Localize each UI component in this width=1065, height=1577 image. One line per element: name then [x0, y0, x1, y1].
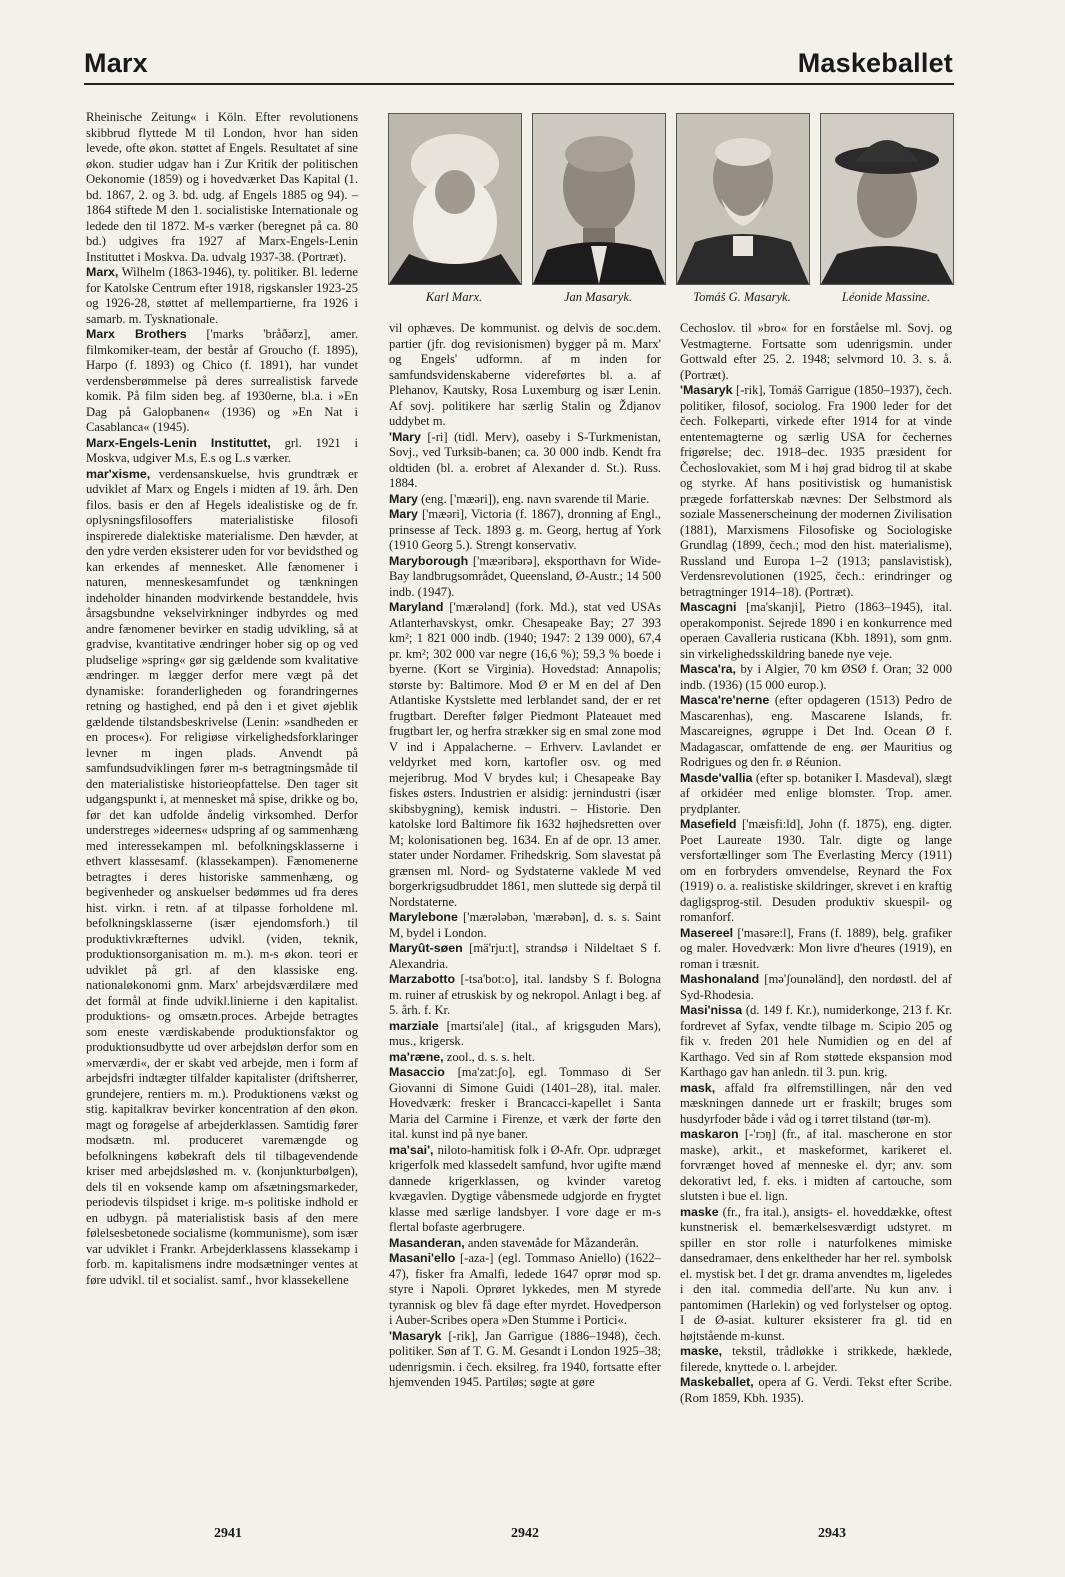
- column-3: [680, 321, 952, 1406]
- entry-headword: maske: [680, 1204, 719, 1219]
- entry-text: ['marks 'bråðərz], amer. filmkomiker-team, der består af Groucho (f. 1895), Harpo (f. 1893) og Chico (f. 1891), har vundet verdensberømmelse på deres surrealistisk farvede komik. På film siden beg. af 1930erne, bl.a. i »En Dag på Galopbanen« (1936) og »En Nat i Casablanca« (1945).: [86, 327, 358, 434]
- entry-text: (d. 149 f. Kr.), numiderkonge, 213 f. Kr. fordrevet af Syfax, vendte tilbage m. Scipio 205 og fik v. freden 201 hele Numidien og en del af Karthago. Ved sin af Rom støttede ekspansion mod Karthago gav han anledn. til 3. pun. krig.: [680, 1003, 952, 1079]
- entry-headword: Mashonaland: [680, 972, 760, 986]
- entry-headword: Mary: [389, 507, 418, 521]
- entry: [389, 941, 661, 972]
- entry-text: ['mærələnd] (fork. Md.), stat ved USAs Atlanterhavskyst, omkr. Chesapeake Bay; 27 393 km²; 1 821 000 indb. (1940; 1947: 2 139 000), 67,4 pr. km²; 302 000 var negre (16,6 %); 59,3 % boede i byerne. (Kort se Virginia). Hovedstad: Annapolis; største by: Baltimore. Mod Ø er M en del af Den Atlantiske Kystslette med lerblandet sand, der er ret frugtbart. Derefter følger Piedmont Plateauet med frugtbart ler, og herfra strækker sig en smal zone mod V ind i Appalacherne. – Erhverv. Lavlandet er veldyrket med korn, kartofler osv. og med mejeribrug. Mod V brydes kul; i Chesapeake Bay fiskes østers. Industrien er alsidig: jernindustri (især skibsbygning), kemisk industri. – Historie. Den katolske lord Baltimore fik 1632 højhedsretten over M; kolonisationen beg. 1634. En af de opr. 13 amer. stater under Nordamer. Frihedskrig. Som slavestat på grænsen ml. Nord- og Sydstaterne vaklede M ved borgerkrigsudbruddet 1861, men sluttede sig derpå til Nordstaterne.: [389, 600, 661, 909]
- entry-text: (eng. ['mæəri]), eng. navn svarende til Marie.: [421, 491, 650, 506]
- entry: [389, 1251, 661, 1329]
- entry-text: [-ri] (tidl. Merv), oaseby i S-Turkmenistan, Sovj., ved Turksib-banen; ca. 30 000 indb. Kendt fra oldtiden (bl. a. erobret af Alexander d. St.). Russ. 1884.: [389, 429, 661, 490]
- entry: [680, 662, 952, 693]
- entry-text: Cechoslov. til »bro« for en forståelse ml. Sovj. og Vestmagterne. Fortsatte som udenrigsmin. under Gottwald efter 25. 2. 1948; selvmord 10. 3. s. å. (Portræt).: [680, 321, 952, 382]
- entry-text: ['mæisfi:ld], John (f. 1875), eng. digter. Poet Laureate 1930. Talr. digte og lange versfortællinger som The Everlasting Mercy (1911) om en forbryders omvendelse, Reynard the Fox (1919) o. a. realistiske skildringer, skrevet i en kraftig dagligsprog-stil. Desuden produktiv skuespil- og romanforf.: [680, 817, 952, 924]
- entry: [389, 554, 661, 601]
- entry-text: opera af G. Verdi. Tekst efter Scribe. (Rom 1859, Kbh. 1935).: [680, 1375, 953, 1405]
- entry-text: ['mæəri], Victoria (f. 1867), dronning af Engl., prinsesse af Teck. 1893 g. m. Georg, hertug af York (1910 Georg 5.). Strengt konservativ.: [389, 507, 661, 552]
- entry-text: ['masəre:l], Frans (f. 1889), belg. grafiker og maler. Hovedværk: Mon livre d'heures (1919), en roman i træsnit.: [680, 925, 952, 971]
- entry-headword: Maskeballet,: [680, 1375, 754, 1389]
- portrait-tomas-masaryk: [676, 113, 810, 285]
- entry: [680, 817, 952, 926]
- entry-headword: marziale: [389, 1018, 439, 1033]
- entry-headword: Maryland: [389, 600, 444, 614]
- entry-text: (fr., fra ital.), ansigts- el. hoveddække, oftest kunstnerisk el. bemærkelsesværdigt udstyret. m spiller en stor rolle i naturfolkenes mimiske dansedramaer, dens enkeltheder har her rel. symbolsk el. mystisk bet. I det gr. drama anvendtes m, ligeledes i den ital. commedia dell'arte. Nu kun anv. i pantomimen (Harlekin) og ved forlystelser og optog. I de Ø-asiat. kulturer eksisterer fra gl. tid en højtstående m-kunst.: [680, 1204, 953, 1343]
- entry: [389, 910, 661, 941]
- entry-headword: Mascagni: [680, 600, 737, 614]
- entry: [680, 1127, 952, 1205]
- entry-headword: Marzabotto: [389, 972, 456, 986]
- entry: [680, 1205, 952, 1345]
- entry-text: affald fra ølfremstillingen, når den ved mæskningen dannede urt er fraskilt; bruges som husdyrfoder både i våd og i tørret tilstand (tør-m).: [680, 1080, 952, 1126]
- entry-text: [mə'ʃounəländ], den nordøstl. del af Syd-Rhodesia.: [680, 972, 952, 1002]
- entry-headword: maske,: [680, 1344, 723, 1358]
- entry: [680, 321, 952, 383]
- entry-headword: maskaron: [680, 1127, 739, 1141]
- entry-headword: 'Masaryk: [389, 1328, 442, 1343]
- caption-leonide-massine: Léonide Massine.: [841, 290, 931, 304]
- entry: [86, 110, 358, 265]
- entry-text: by i Algier, 70 km ØSØ f. Oran; 32 000 indb. (1936) (15 000 europ.).: [680, 662, 953, 692]
- entry-text: (efter sp. botaniker I. Masdeval), slægt af orkidéer med enlige blomster. Trop. amer. prydplanter.: [680, 770, 952, 816]
- page-number-right: 2943: [818, 1526, 846, 1541]
- entry-text: [-tsa'bot:o], ital. landsby S f. Bologna m. ruiner af etruskisk by og nekropol. Anlagt i beg. af 5. årh. f. Kr.: [389, 972, 661, 1017]
- portrait-tomas-masaryk-image: [677, 114, 809, 284]
- portrait-leonide-massine-image: [821, 114, 953, 284]
- entry-text: [-'rɔŋ] (fr., af ital. mascherone en stor maske), arkit., et maskeformet, karikeret el. forvrænget hoved af menneske el. dyr; anv. som dekorativt led, f. eks. i midten af cartouche, som slutsten i bue el. lign.: [680, 1127, 952, 1203]
- guide-word-right: Maskeballet: [797, 48, 953, 78]
- entry-text: [martsi'ale] (ital., af krigsguden Mars), mus., krigersk.: [389, 1018, 661, 1048]
- entry-text: ['mæəribərə], eksporthavn for Wide-Bay landbrugsområdet, Queensland, Ø-Austr.; 14 500 indb. (1947).: [389, 553, 662, 599]
- entry: [389, 1019, 661, 1050]
- entry-text: vil ophæves. De kommunist. og delvis de soc.dem. partier (jfr. dog revisionismen) bygger på m. Marx' og Engels' udformn. af m inden for samfundsvidenskaberne videreførtes bl. a. af Plehanov, Kautsky, Rosa Luxemburg og især Lenin. Af sovj. politikere har særlig Stalin og Ždjanov uddybet m.: [389, 321, 661, 428]
- entry-text: [ma'zat:ʃo], egl. Tommaso di Ser Giovanni di Simone Guidi (1401–28), ital. maler. Hovedværk: fresker i Brancacci-kapellet i Santa Maria del Carmine i Firenze, et værk der førte den ital. kunst ind på nye baner.: [389, 1065, 661, 1141]
- entry-headword: Maryût-søen: [389, 941, 463, 955]
- page-number-center: 2942: [511, 1526, 539, 1541]
- entry-text: Rheinische Zeitung« i Köln. Efter revolutionens skibbrud flyttede M til London, hvor han siden levede, ofte økon. støttet af Engels. Resultatet af sine økon. studier udgav han i Zur Kritik der politischen Oekonomie (1859) og i hovedværket Das Kapital (1. bd. 1867, 2. og 3. bd. udg. af Engels 1885 og 94). – 1864 stiftede M den 1. socialistiske Internationale og ledede den til 1872. M-s værker (beregnet på ca. 80 bd.) udgives fra 1927 af Marx-Engels-Lenin Instituttet i Moskva. Da. udvalg 1937-38. (Portræt).: [86, 110, 358, 264]
- entry-headword: Maryborough: [389, 553, 469, 568]
- caption-karl-marx: Karl Marx.: [425, 290, 483, 304]
- entry: [389, 600, 661, 910]
- entry-headword: ma'sai',: [389, 1142, 434, 1157]
- entry: [680, 1344, 952, 1375]
- column-1: [86, 110, 358, 1288]
- entry-headword: 'Mary: [389, 429, 421, 444]
- portrait-jan-masaryk: [532, 113, 666, 285]
- entry: [86, 265, 358, 327]
- entry-text: verdensanskuelse, hvis grundtræk er udviklet af Marx og Engels i midten af 19. årh. Den filos. basis er den af Hegels idealistiske og de fr. oplysningsfilosoffers materialistiske filosofi inspirerede dialektiske materialisme. Den hævder, at den ydre verden eksisterer uden for vor bevidsthed og kan erkendes af mennesket. Alle fænomener i naturen, menneskesamfundet og tænkningen indeholder hinanden modvirkende bestanddele, hvis årsagsbundne vekselvirkninger indbyrdes og med andre fænomener bevirker en stadig udvikling, så at gradvise, kvantitative ændringer hober sig op og ved pludselige »spring« gør sig gældende som kvalitative ændringer. m lægger derfor mere vægt på det dynamiske: foranderligheden og forandringernes retning og hastighed, end på den i et givet øjeblik gældende tilstandsbeskrivelse (Lenin: »sandheden er en proces«). For religiøse virkelighedsforklaringer levner m ingen plads. Anvendt på samfundsudviklingen fører m-s betragtningsmåde til den materialistiske historieopfattelse. Den tager sit udgangspunkt i, at mennesket må spise, drikke og bo, før det kan udfolde åndelig virksomhed. Derfor understreges »ideernes« udspring af og sammenhæng med interessekampen ml. befolkningsklasserne i ethvert klassesamf. (klassekampen). Fænomenerne betragtes i deres historiske sammenhæng, og begivenheder og anskuelser bedømmes ud fra deres hist. virkn. i retn. af at tilpasse forholdene ml. befolkningsklasserne (især ejendomsforh.) til produktivkræfternes udvikl. (viden, teknik, produktionsorganisation m. m.). m-s økon. teori er udviklet på grl. af den klassiske eng. nationaløkonomi gnm. Marx' arbejdsværdilære med det formål at finde udvikl.linierne i den kapitalist. produktions- og omsætn.proces. Arbejde betragtes som eneste værdiskabende produktionsfaktor og produktionsudbytte ud over arbejdsløn derfor som en »merværdi«, der er skabt ved arbejde, men i form af arbejdsfri indtægter tilfalder kapitalister (driftsherrer, grundejere, rentiers m. m.). Produktionens vækst og stig. kapitalkrav bevirker koncentration af den økon. magt og forøgelse af arbejderklassen. Samtidig fører modsætn. ml. produceret varemængde og befolkningens købekraft dels til tilbagevendende kriser med arbejdsløshed m. v. (konjunkturbølgen), dels til en voksende kamp om afsætningsmarkeder, periodevis tilspidset i krige. m-s politiske indhold er en udbygn. på materialistisk basis af den mere følelsesbetonede socialisme (kommunisme), som især var udviklet i Frankr. Arbejderklassens klassekamp i forb. m. kapitalismens indre modsætninger ventes at føre udvikl. til et socialist. samf., hvor klassekellene: [86, 466, 358, 1287]
- caption-jan-masaryk: Jan Masaryk.: [563, 290, 633, 304]
- entry: [680, 383, 952, 600]
- entry-text: (efter opdageren (1513) Pedro de Mascarenhas), eng. Mascarene Islands, fr. Mascareignes, øgruppe i Det Ind. Ocean Ø f. Madagascar, omfattende de eng. øer Mauritius og Rodrigues og den fr. ø Réunion.: [680, 693, 952, 769]
- entry: [680, 1375, 952, 1406]
- entry-headword: Marx Brothers: [86, 327, 187, 341]
- portrait-jan-masaryk-image: [533, 114, 665, 284]
- entry-text: grl. 1921 i Moskva, udgiver M.s, E.s og L.s værker.: [86, 435, 359, 465]
- guide-word-left: Marx: [84, 48, 148, 78]
- entry-text: [-rik], Jan Garrigue (1886–1948), čech. politiker. Søn af T. G. M. Gesandt i London 1925–38; udenrigsmin. i čech. eksilreg. fra 1940, fortsatte efter hjemvenden 1945. Partiløs; søgte at gøre: [389, 1328, 662, 1389]
- page-number-left: 2941: [214, 1526, 242, 1541]
- entry: [680, 972, 952, 1003]
- entry-headword: Masca're'nerne: [680, 693, 770, 707]
- entry-headword: 'Masaryk: [680, 383, 733, 397]
- entry-text: ['mærələbən, 'mærəbən], d. s. s. Saint M, bydel i London.: [389, 910, 662, 940]
- entry: [389, 1329, 661, 1391]
- entry-headword: Mary: [389, 491, 418, 506]
- entry: [389, 507, 661, 554]
- entry: [389, 1065, 661, 1143]
- entry: [680, 1003, 952, 1081]
- entry-text: anden staveмåde for Måzanderân.: [467, 1235, 639, 1250]
- entry: [680, 926, 952, 973]
- entry-headword: Masanderan,: [389, 1235, 465, 1250]
- entry-headword: Marylebone: [389, 910, 458, 924]
- entry-text: niloto-hamitisk folk i Ø-Afr. Opr. udpræget krigerfolk med klassedelt samfund, hvor ugifte mænd dannede krigerklassen, og kvinder varetog kvægavlen. Dygtige våbensmede udgjorde en frygtet klasse med særlige landsbyer. I vore dage er m-s flertal bofaste agerbrugere.: [389, 1142, 661, 1234]
- entry: [389, 430, 661, 492]
- entry-headword: Masaccio: [389, 1065, 445, 1079]
- entry: [86, 436, 358, 467]
- entry-text: [mä'rju:t], strandsø i Nildeltaet S f. Alexandria.: [389, 941, 661, 971]
- entry-headword: Masereel: [680, 925, 734, 940]
- entry-text: tekstil, trådløkke i strikkede, hæklede, filerede, knyttede o. l. arbejder.: [680, 1344, 952, 1374]
- entry: [680, 693, 952, 771]
- portrait-leonide-massine: [820, 113, 954, 285]
- entry-headword: Marx-Engels-Lenin Instituttet,: [86, 435, 271, 450]
- entry: [389, 492, 661, 508]
- entry: [389, 972, 661, 1019]
- caption-tomas-masaryk: Tomáš G. Masaryk.: [693, 290, 791, 304]
- portrait-strip: [388, 113, 953, 328]
- entry-headword: Masani'ello: [389, 1251, 456, 1265]
- entry: [86, 327, 358, 436]
- portrait-karl-marx: [388, 113, 522, 285]
- entry: [389, 1143, 661, 1236]
- column-2: [389, 321, 661, 1391]
- entry-text: [-aza-] (egl. Tommaso Aniello) (1622–47), fisker fra Amalfi, ledede 1647 oprør mod sp. styre i Napoli. Oprøret lykkedes, men M styrede tyrannisk og blev få dage efter myrdet. Hovedperson i Auber-Scribes opera »Den Stumme i Portici«.: [389, 1251, 661, 1327]
- entry-headword: Masefield: [680, 817, 737, 831]
- entry-headword: mask,: [680, 1080, 716, 1095]
- entry-headword: mar'xisme,: [86, 466, 151, 481]
- entry-text: zool., d. s. s. helt.: [446, 1049, 535, 1064]
- entry: [389, 321, 661, 430]
- entry-text: [-rik], Tomáš Garrigue (1850–1937), čech. politiker, filosof, sociolog. Fra 1900 leder for det čech. Folkeparti, virkede efter 1914 for at vinde ententemagterne og særlig USA for čechernes frigørelse; dec. 1918–dec. 1935 præsident for Čechoslovakiet, som M i høj grad bidrog til at skabe og styrke. Af hans positivistisk og humanistisk prægede forfatterskab nævnes: Der Selbstmord als soziale Massenerscheinung der modernen Zivilisation (1881), Marxismens Filosofiske og Sociologiske Grundlag (1899, čech.; mod den hist. materialisme), Russland und Europa 1–2 (1913; panslavistisk), Verdensrevolutionen (1925, čech.: erindringer og betragtninger 1914–18). (Portræt).: [680, 383, 952, 599]
- entry-headword: Marx,: [86, 265, 119, 279]
- entry-text: [ma'skanji], Pietro (1863–1945), ital. operakomponist. Sejrede 1890 i en konkurrence med operaen Cavalleria rusticana (Kbh. 1891), som gnm. sin virkelighedsskildring banede nye veje.: [680, 600, 952, 661]
- portrait-karl-marx-image: [389, 114, 521, 284]
- entry-headword: Masde'vallia: [680, 770, 753, 785]
- entry-headword: ma'ræne,: [389, 1049, 444, 1064]
- entry: [680, 1081, 952, 1128]
- entry-headword: Masca'ra,: [680, 662, 736, 676]
- entry-headword: Masi'nissa: [680, 1003, 743, 1017]
- entry: [86, 467, 358, 1289]
- header-rule: [84, 83, 954, 85]
- entry: [680, 771, 952, 818]
- entry: [389, 1050, 661, 1066]
- entry-text: Wilhelm (1863-1946), ty. politiker. Bl. lederne for Katolske Centrum efter 1918, rigskansler 1923-25 og 1926-28, støttet af mellempartierne, fra 1926 i samarb. m. Tysknationale.: [86, 265, 359, 326]
- entry: [680, 600, 952, 662]
- entry: [389, 1236, 661, 1252]
